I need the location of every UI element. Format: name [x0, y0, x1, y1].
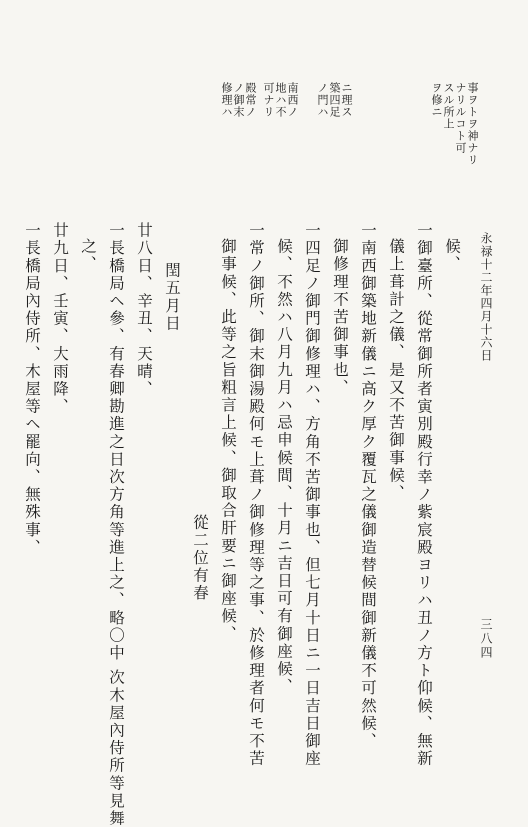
margin-note: 事ヲトヲ神ナリ: [466, 82, 479, 166]
entry-date: 廿九日、壬寅、大雨降、: [51, 222, 69, 416]
margin-note: 南西ノ: [286, 82, 299, 118]
text-line: 一長橋局ヘ參、有春卿勘進之日次方角等進上之、略〇中 次木屋內侍所等見舞: [107, 222, 125, 827]
entry-date: 廿八日、辛丑、天晴、: [135, 222, 153, 398]
date-line: 閏五月日: [163, 262, 181, 333]
margin-note: 地ハ不: [274, 82, 287, 118]
text-line: 御修理不苦御事也、: [331, 238, 349, 397]
text-line: 候、不然ハ八月九月ハ忌申候間、十月ニ吉日可有御座候、: [275, 238, 293, 696]
signature: 從二位有春: [191, 514, 209, 602]
page-number: 三八四: [479, 618, 493, 660]
margin-note: ニ理ス: [340, 82, 353, 118]
text-line: 一四足ノ御門御修理ハ、方角不苦御事也、但七月十日ニ一日吉日御座: [303, 222, 321, 768]
text-line: 之、: [79, 238, 97, 274]
margin-note: 殿常ノ: [244, 82, 257, 118]
margin-note: ヲ修ニ: [430, 82, 443, 118]
margin-note: ナリルコト可: [454, 82, 467, 154]
text-line: 候、: [443, 238, 461, 274]
text-line: 一御臺所、從常御所者寅別殿行幸ノ紫宸殿ヨリハ丑ノ方ト仰候、無新: [415, 222, 433, 768]
margin-note: 可ナリ: [262, 82, 275, 118]
main-text: [18, 222, 466, 827]
text-line: 儀上葺計之儀、是又不苦御事候、: [387, 238, 405, 502]
running-header-date: 永禄十二年四月十六日: [479, 232, 493, 362]
margin-note: スル所上: [442, 82, 455, 130]
margin-note: 修理ハ: [220, 82, 233, 118]
text-line: 御事候、此等之旨粗言上候、御取合肝要ニ御座候、: [219, 238, 237, 643]
text-line: 一長橋局內侍所、木屋等ヘ罷向、無殊事、: [23, 222, 41, 557]
text-line: 一南西御築地新儀ニ高ク厚ク覆瓦之儀御造替候間御新儀不可然候、: [359, 222, 377, 750]
margin-note: 築四足: [328, 82, 341, 118]
margin-note: ノ御末: [232, 82, 245, 118]
text-line: 一常ノ御所、御末御湯殿何モ上葺ノ御修理等之事、於修理者何モ不苦: [247, 222, 265, 768]
margin-note: ノ門ハ: [316, 82, 329, 118]
